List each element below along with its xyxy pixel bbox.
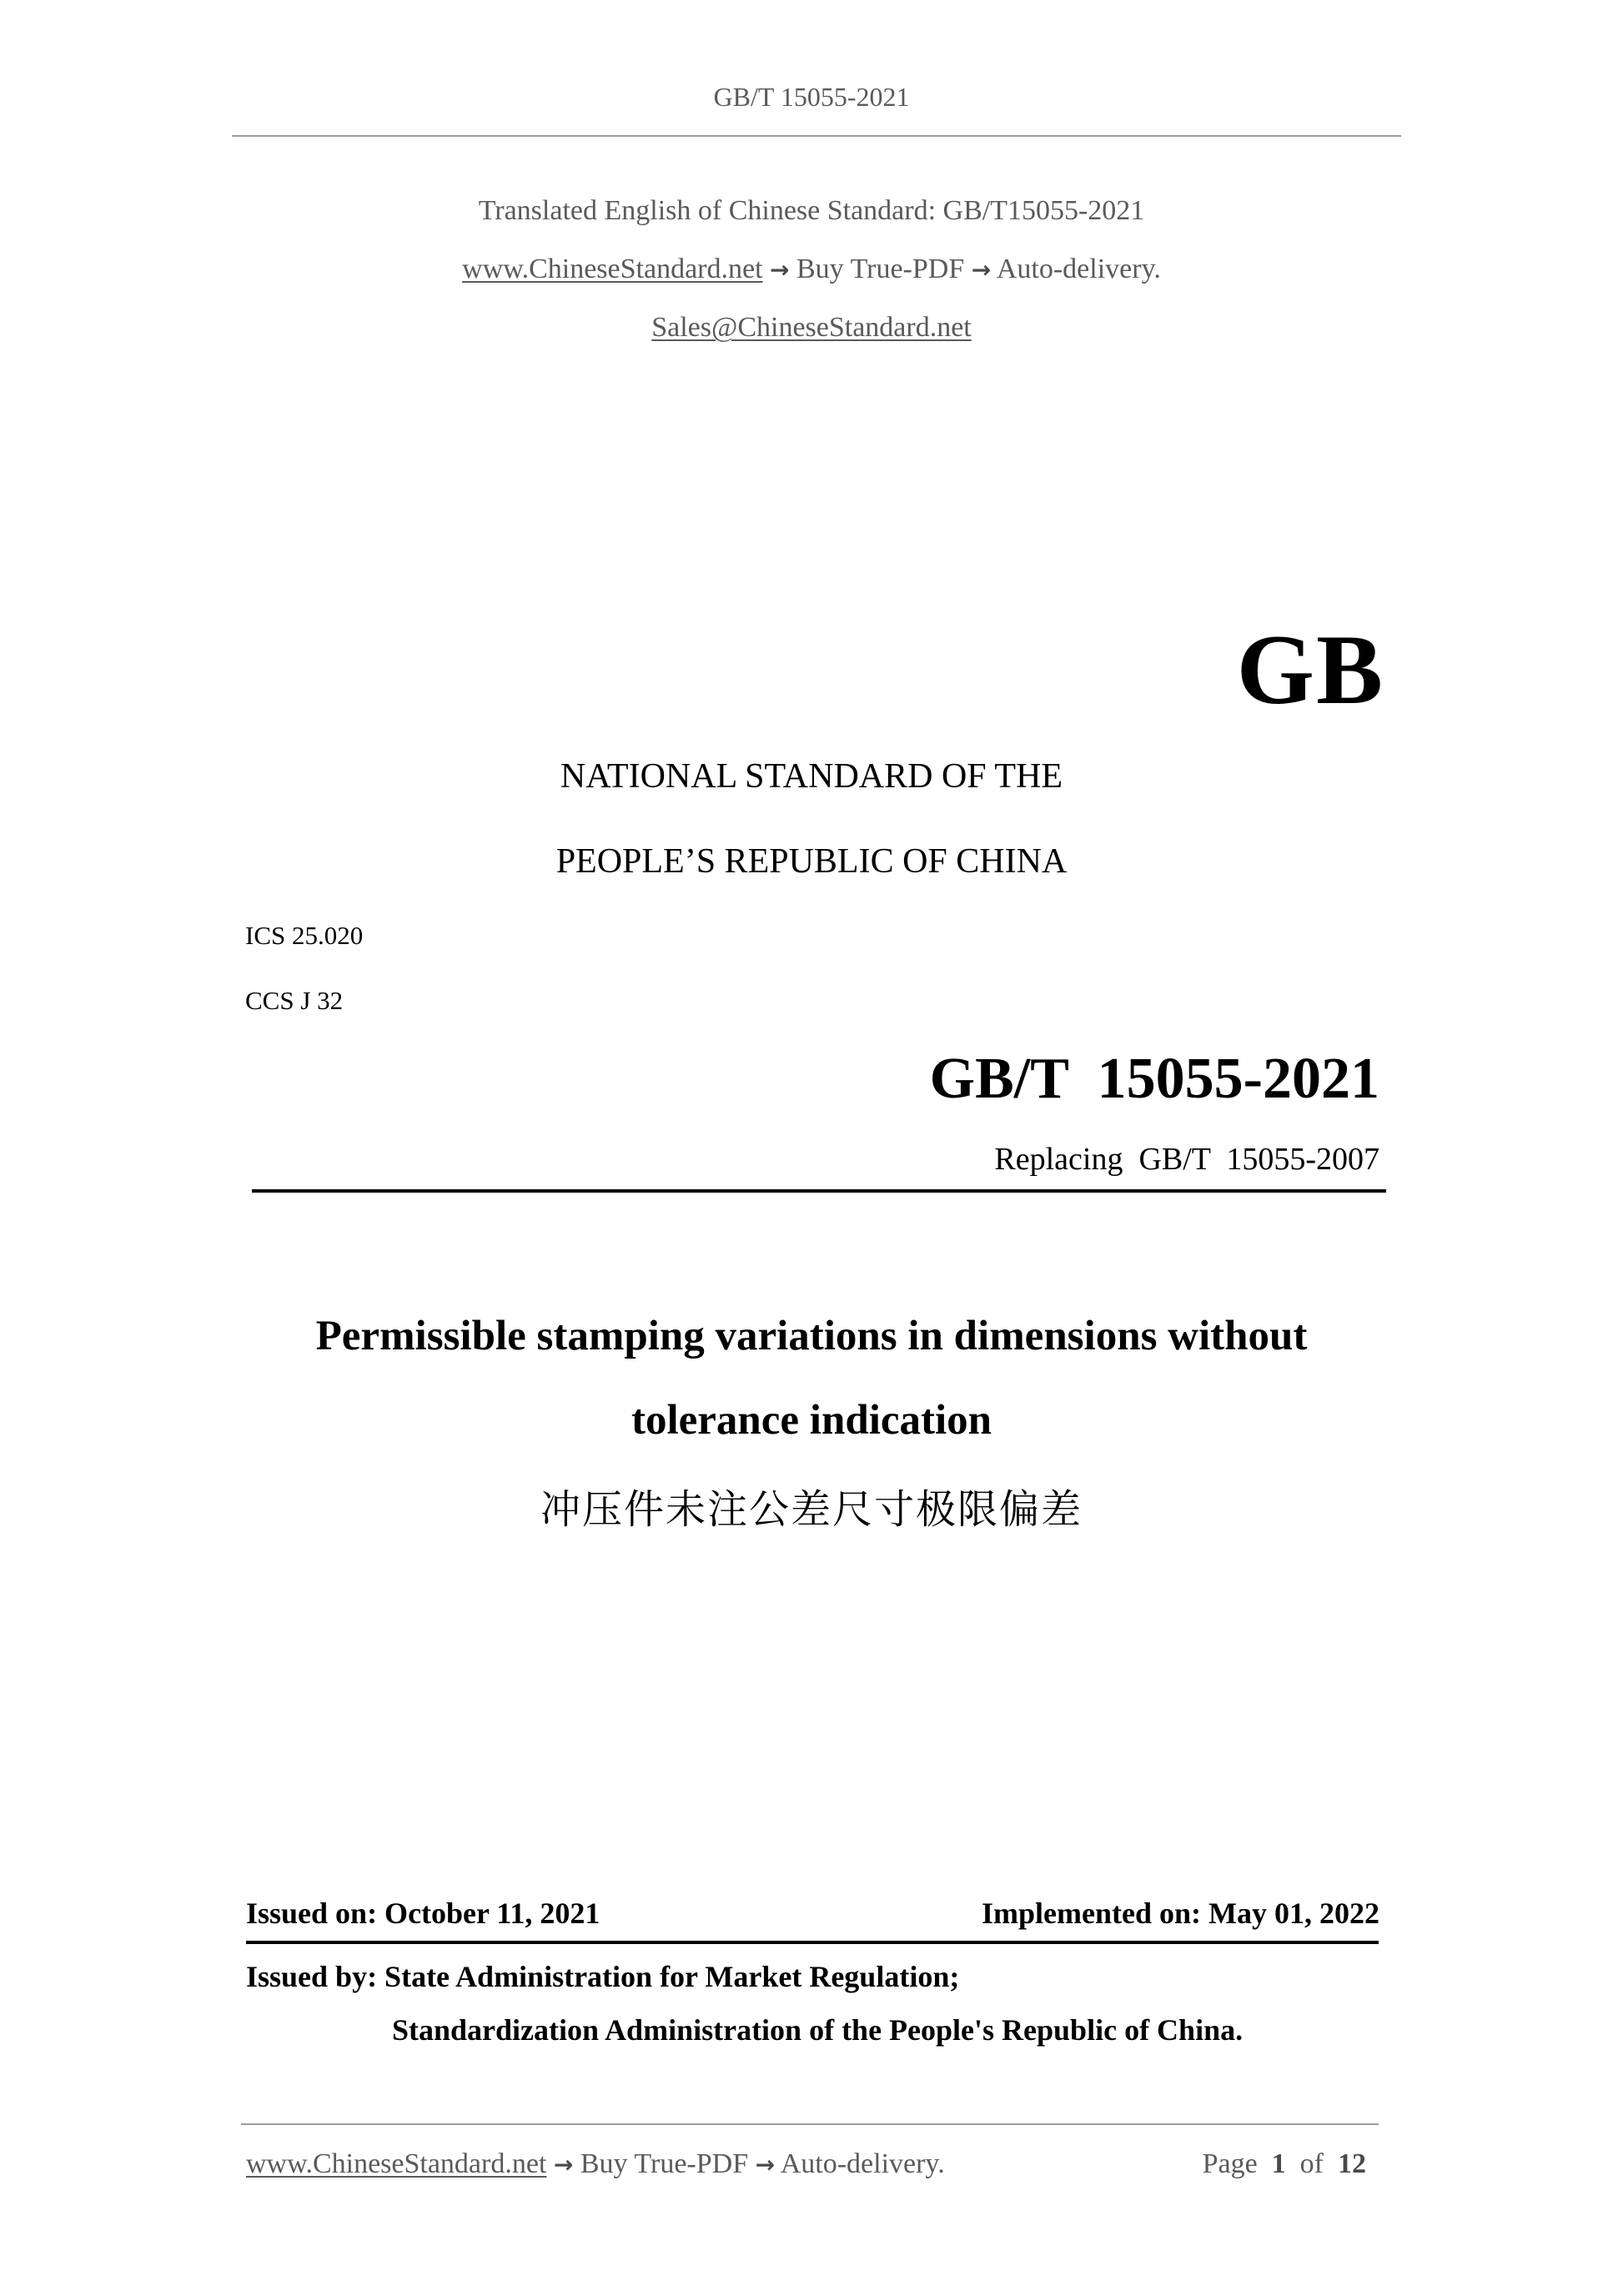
issued-on: Issued on: October 11, 2021 xyxy=(246,1897,600,1930)
buy-text: Buy True-PDF xyxy=(796,254,965,284)
purchase-line xyxy=(0,252,1623,288)
email-line xyxy=(0,310,1623,345)
delivery-text: Auto-delivery. xyxy=(996,254,1161,284)
page-current: 1 xyxy=(1271,2148,1286,2179)
standard-code: GB/T 15055-2021 xyxy=(929,1047,1379,1111)
document-title-line1: Permissible stamping variations in dimensions without xyxy=(315,1313,1308,1359)
sales-email-link[interactable]: Sales@ChineseStandard.net xyxy=(651,312,972,343)
translation-notice: Translated English of Chinese Standard: GB/T15055-2021 xyxy=(478,195,1145,226)
issue-divider xyxy=(246,1941,1379,1944)
site-link[interactable]: www.ChineseStandard.net xyxy=(462,254,763,284)
header-divider xyxy=(232,135,1401,137)
implemented-on: Implemented on: May 01, 2022 xyxy=(982,1897,1379,1930)
page-of: of xyxy=(1299,2148,1324,2179)
footer-buy-text: Buy True-PDF xyxy=(580,2148,749,2179)
title-divider xyxy=(252,1189,1386,1193)
gb-logo: GB xyxy=(1236,614,1384,725)
footer-purchase-line xyxy=(246,2147,945,2183)
arrow-right-icon: → xyxy=(770,256,790,284)
national-standard-line2: PEOPLE’S REPUBLIC OF CHINA xyxy=(555,842,1068,881)
arrow-right-icon: → xyxy=(553,2151,574,2178)
arrow-right-icon: → xyxy=(755,2151,776,2178)
footer-site-link[interactable]: www.ChineseStandard.net xyxy=(246,2148,547,2179)
page-total: 12 xyxy=(1338,2148,1366,2179)
replacing-standard: Replacing GB/T 15055-2007 xyxy=(994,1142,1379,1177)
document-title-line2: tolerance indication xyxy=(631,1397,992,1444)
page-label: Page xyxy=(1202,2148,1258,2179)
page-number xyxy=(1203,2147,1366,2182)
ccs-code: CCS J 32 xyxy=(245,986,344,1015)
national-standard-line1: NATIONAL STANDARD OF THE xyxy=(560,757,1063,796)
footer-divider xyxy=(241,2123,1379,2125)
arrow-right-icon: → xyxy=(971,256,992,284)
issued-by-line2: Standardization Administration of the People's Republic of China. xyxy=(392,2013,1244,2047)
footer-delivery-text: Auto-delivery. xyxy=(780,2148,945,2179)
running-header: GB/T 15055-2021 xyxy=(713,82,910,112)
ics-code: ICS 25.020 xyxy=(245,921,364,950)
chinese-title: 冲压件未注公差尺寸极限偏差 xyxy=(540,1486,1083,1533)
issued-by-line1: Issued by: State Administration for Market Regulation; xyxy=(246,1960,960,1993)
